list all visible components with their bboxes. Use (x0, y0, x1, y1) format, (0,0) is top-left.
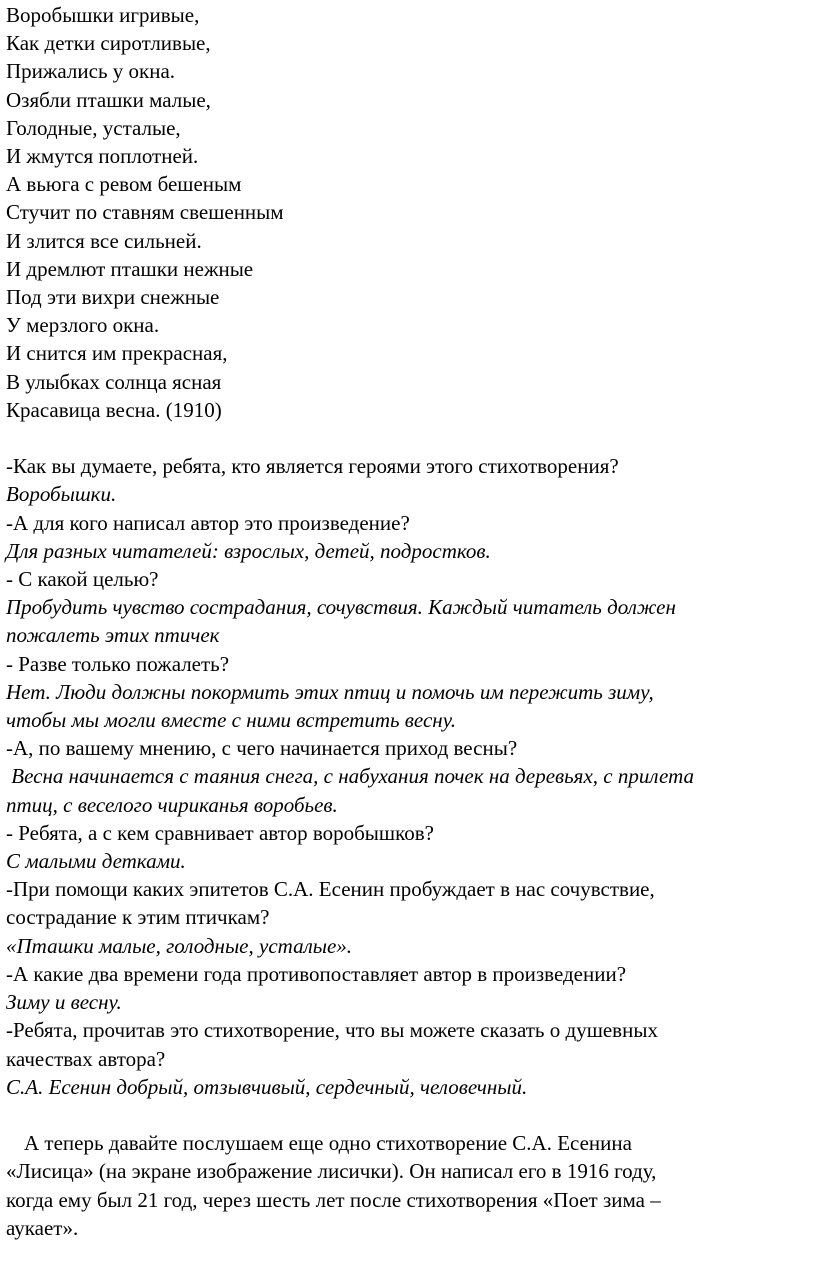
answer: С малыми детками. (6, 849, 186, 874)
question: -А, по вашему мнению, с чего начинается приход весны? (6, 736, 518, 761)
question: - С какой целью? (6, 567, 159, 592)
answer: Нет. Люди должны покормить этих птиц и помочь им пережить зиму, (6, 679, 654, 704)
poem-line: Под эти вихри снежные (6, 285, 220, 310)
answer: «Пташки малые, голодные, усталые». (6, 933, 353, 958)
poem-line: Стучит по ставням свешенным (6, 200, 284, 225)
paragraph-line: когда ему был 21 год, через шесть лет после стихотворения «Поет зима – (6, 1187, 661, 1212)
dialogue-item (6, 452, 812, 508)
question: -А для кого написал автор это произведение? (6, 510, 410, 535)
dialogue-item (6, 875, 812, 960)
poem-line: Голодные, усталые, (6, 115, 181, 140)
poem-line: В улыбках солнца ясная (6, 369, 222, 394)
poem-line: Как детки сиротливые, (6, 31, 211, 56)
blank-line (6, 424, 812, 452)
dialogue-item (6, 565, 812, 650)
answer: Для разных читателей: взрослых, детей, подростков. (6, 538, 491, 563)
poem-line: И жмутся поплотней. (6, 144, 199, 169)
dialogue-item (6, 1016, 812, 1101)
dialogue-item (6, 819, 812, 875)
poem-line: А вьюга с ревом бешеным (6, 172, 242, 197)
question: -Как вы думаете, ребята, кто является героями этого стихотворения? (6, 454, 619, 479)
poem-line: И снится им прекрасная, (6, 341, 228, 366)
poem-line: У мерзлого окна. (6, 313, 160, 338)
blank-line (6, 1101, 812, 1129)
poem-line: Воробышки игривые, (6, 3, 200, 27)
question: -Ребята, прочитав это стихотворение, что вы можете сказать о душевных (6, 1018, 658, 1043)
answer: Пробудить чувство сострадания, сочувствия. Каждый читатель должен (6, 595, 676, 620)
question: сострадание к этим птичкам? (6, 905, 270, 930)
question: -При помощи каких эпитетов С.А. Есенин пробуждает в нас сочувствие, (6, 877, 655, 902)
poem-line: И дремлют пташки нежные (6, 256, 254, 281)
question: -А какие два времени года противопоставляет автор в произведении? (6, 961, 627, 986)
question: - Ребята, а с кем сравнивает автор воробышков? (6, 820, 434, 845)
answer: чтобы мы могли вместе с ними встретить весну. (6, 708, 456, 733)
paragraph-line: аукает». (6, 1215, 79, 1240)
dialogue-item (6, 509, 812, 565)
answer: Зиму и весну. (6, 990, 122, 1015)
paragraph-line: «Лисица» (на экране изображение лисички). Он написал его в 1916 году, (6, 1159, 657, 1184)
answer: Весна начинается с таяния снега, с набухания почек на деревьях, с прилета (6, 764, 694, 789)
dialogue-item (6, 734, 812, 819)
answer: пожалеть этих птичек (6, 623, 220, 648)
question: качествах автора? (6, 1046, 166, 1071)
document-text (6, 1, 812, 1242)
poem-line: И злится все сильней. (6, 228, 202, 253)
paragraph-line: А теперь давайте послушаем еще одно стихотворение С.А. Есенина (24, 1131, 632, 1156)
poem (6, 1, 812, 424)
dialogue (6, 452, 812, 1101)
dialogue-item (6, 960, 812, 1016)
answer: птиц, с веселого чириканья воробьев. (6, 792, 338, 817)
poem-line: Красавица весна. (1910) (6, 397, 222, 422)
answer: С.А. Есенин добрый, отзывчивый, сердечный, человечный. (6, 1074, 528, 1099)
question: - Разве только пожалеть? (6, 651, 230, 676)
poem-line: Прижались у окна. (6, 59, 176, 84)
poem-line: Озябли пташки малые, (6, 87, 211, 112)
closing-paragraph (6, 1129, 812, 1242)
answer: Воробышки. (6, 482, 117, 507)
dialogue-item (6, 650, 812, 735)
